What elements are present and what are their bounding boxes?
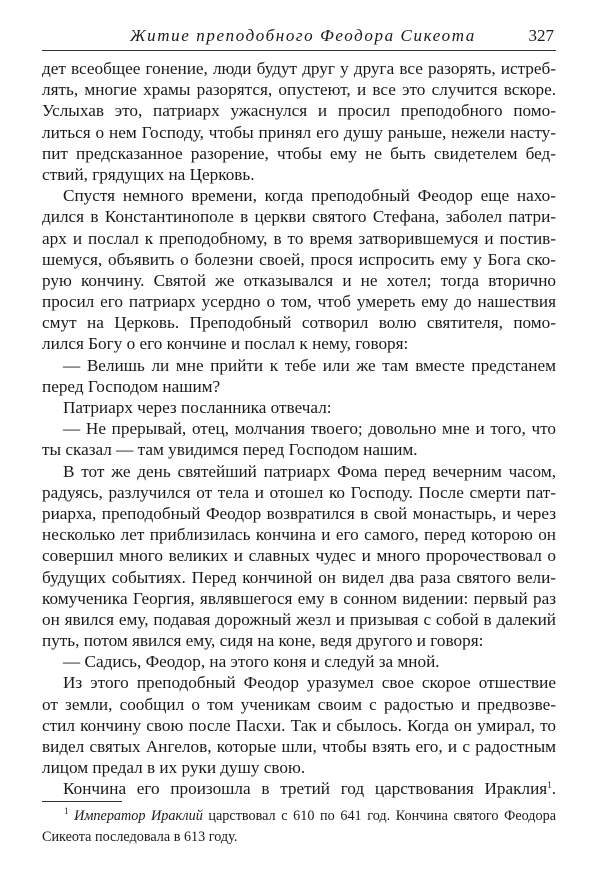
line-text: он явился ему, подавая дорожный жезл и призывая с собой в далекий xyxy=(42,609,556,629)
line-text: смут на Церковь. Преподобный сотворил волю святителя, помо- xyxy=(42,313,556,333)
footnote-text: царствовал с 610 по 641 год. Кончина святого Феодора xyxy=(202,808,557,824)
line-text: Патриарх через посланника отвечал: xyxy=(63,398,332,417)
text-line xyxy=(42,630,556,651)
text-line xyxy=(42,567,556,588)
body-text xyxy=(42,58,556,800)
line-text: стил кончину свою после Пасхи. Так и сбылось. Когда он умирал, то xyxy=(42,715,556,735)
text-line xyxy=(42,651,556,672)
text-line xyxy=(42,291,556,312)
line-text: рую кончину. Святой же отказывался и не хотел; тогда вторично xyxy=(42,270,556,290)
text-line xyxy=(42,355,556,376)
line-text: совершил много великих и славных чудес и много пророчествовал о xyxy=(42,546,556,566)
line-text: шемуся, объявить о болезни своей, прося испросить ему у Бога ско- xyxy=(42,249,556,269)
line-text: комученика Георгия, являвшегося ему в сонном видении: первый раз xyxy=(42,588,556,608)
text-line xyxy=(42,461,556,482)
text-line xyxy=(42,736,556,757)
footnote-term: Император Ираклий xyxy=(74,808,203,824)
text-line xyxy=(42,672,556,693)
text-line xyxy=(42,588,556,609)
page-number: 327 xyxy=(528,26,554,45)
text-line xyxy=(42,270,556,291)
line-text: ты сказал — там увидимся перед Господом нашим. xyxy=(42,440,418,460)
line-text: Из этого преподобный Феодор уразумел свое скорое отшествие xyxy=(63,673,556,693)
line-text: — Не прерывай, отец, молчания твоего; довольно мне и того, что xyxy=(63,419,556,439)
text-line xyxy=(42,122,556,143)
footnote-reference: 1 xyxy=(547,780,552,791)
line-text: риарха, преподобный Феодор возвратился в свой монастырь, и через xyxy=(42,503,556,523)
line-text: Услыхав это, патриарх ужаснулся и просил преподобного помо- xyxy=(42,101,556,121)
text-line xyxy=(42,79,556,100)
footnote-line: Сикеота последовала в 613 году. xyxy=(42,829,238,845)
line-text: Спустя немного времени, когда преподобный Феодор еще нахо- xyxy=(63,186,556,206)
line-text: — Садись, Феодор, на этого коня и следуй за мной. xyxy=(63,652,440,672)
footnote-line xyxy=(42,806,556,827)
line-text: арх и послал к преподобному, в то время затворившемуся и постив- xyxy=(42,228,556,248)
line-text: Кончина его произошла в третий год царствования Ираклия xyxy=(63,779,548,799)
text-line xyxy=(42,185,556,206)
text-line xyxy=(42,228,556,249)
line-text: литься о нем Господу, чтобы принял его душу раньше, нежели насту- xyxy=(42,122,556,142)
line-text: несколько лет приблизилась кончина и его самого, перед которою он xyxy=(42,525,556,545)
line-text: видел святых Ангелов, которые шли, чтобы взять его, и с радостным xyxy=(42,737,556,756)
line-text: радуясь, разлучился от тела и отошел ко Господу. После смерти пат- xyxy=(42,482,556,502)
line-text: будущих событиях. Перед кончиной он видел два раза святого вели- xyxy=(42,567,556,587)
line-text: перед Господом нашим? xyxy=(42,376,221,396)
text-line xyxy=(42,545,556,566)
text-line xyxy=(42,503,556,524)
text-line xyxy=(42,143,556,164)
text-line xyxy=(42,482,556,503)
line-text: дет всеобщее гонение, люди будут друг у друга все разорять, истреб- xyxy=(42,59,556,78)
text-line xyxy=(42,757,556,778)
line-tail: . xyxy=(551,779,556,799)
line-text: путь, потом явился ему, сидя на коне, ведя другого и говоря: xyxy=(42,631,484,651)
line-text: дился в Константинополе в церкви святого Стефана, заболел патри- xyxy=(42,207,556,227)
text-line xyxy=(42,100,556,121)
text-line xyxy=(42,164,556,185)
line-text: просил его патриарх усердно о том, чтоб умереть ему до нашествия xyxy=(42,292,556,312)
line-text: лился Богу о его кончине и послал к нему, говоря: xyxy=(42,334,409,354)
text-line xyxy=(42,206,556,227)
text-line xyxy=(42,397,556,418)
line-text: от земли, сообщил о том ученикам своим с радостью и предвозве- xyxy=(42,694,556,714)
line-text: В тот же день святейший патриарх Фома перед вечерним часом, xyxy=(63,461,556,481)
footnote-marker: 1 xyxy=(64,806,69,816)
text-line xyxy=(42,439,556,460)
text-line xyxy=(42,609,556,630)
line-text: пит предсказанное разорение, чтобы ему не быть свидетелем бед- xyxy=(42,143,556,163)
line-text: лять, многие храмы разорятся, опустеют, и все это случится вскоре. xyxy=(42,80,556,100)
text-line xyxy=(42,58,556,79)
text-line xyxy=(42,778,556,799)
line-text: ствий, грядущих на Церковь. xyxy=(42,164,255,184)
text-line xyxy=(42,418,556,439)
text-line xyxy=(42,333,556,354)
text-line xyxy=(42,694,556,715)
running-title: Житие преподобного Феодора Сикеота xyxy=(130,26,476,45)
line-text: — Велишь ли мне прийти к тебе или же там вместе предстанем xyxy=(63,355,556,375)
footnote xyxy=(42,806,556,848)
running-header xyxy=(42,24,556,51)
footnote-rule xyxy=(42,801,122,802)
text-line xyxy=(42,249,556,270)
text-line xyxy=(42,715,556,736)
text-line xyxy=(42,312,556,333)
line-text: лицом предал в их руки душу свою. xyxy=(42,758,306,778)
text-line xyxy=(42,376,556,397)
text-line xyxy=(42,524,556,545)
